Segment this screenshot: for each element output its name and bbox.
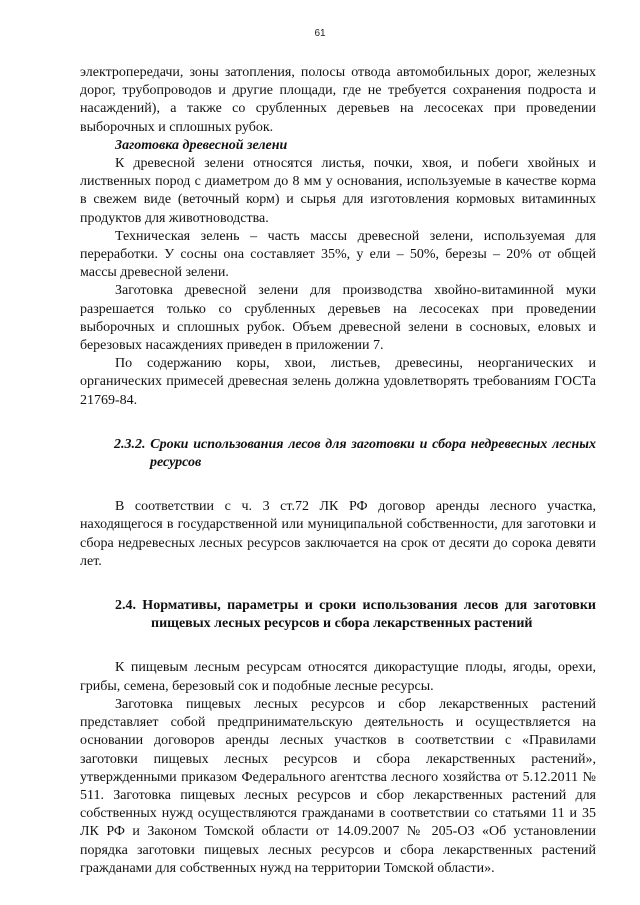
- spacer: [80, 472, 596, 498]
- paragraph: К пищевым лесным ресурсам относятся дикорастущие плоды, ягоды, орехи, грибы, семена, березовый сок и подобные лесные ресурсы.: [80, 660, 596, 694]
- page-number: 61: [314, 28, 326, 39]
- paragraph: Заготовка древесной зелени для производства хвойно-витаминной муки разрешается только со срубленных деревьев на лесосеках при проведении выборочных и сплошных рубок. Объем древесной зелени в сосновых, еловых и березовых насаждениях приведен в приложении 7.: [80, 283, 596, 354]
- section-heading-2-4: 2.4. Нормативы, параметры и сроки использования лесов для заготовки пищевых лесных ресурсов и сбора лекарственных растений: [115, 598, 596, 632]
- paragraph: По содержанию коры, хвои, листьев, древесины, неорганических и органических примесей древесная зелень должна удовлетворять требованиям ГОСТа 21769-84.: [80, 356, 596, 408]
- spacer: [80, 571, 596, 597]
- spacer: [80, 410, 596, 436]
- spacer: [80, 633, 596, 659]
- section-heading-2-3-2: 2.3.2. Сроки использования лесов для заготовки и сбора недревесных лесных ресурсов: [114, 436, 596, 471]
- subsection-title-green: Заготовка древесной зелени: [115, 137, 288, 153]
- paragraph: К древесной зелени относятся листья, почки, хвоя, и побеги хвойных и лиственных пород с диаметром до 8 мм у основания, используемые в качестве корма в свежем виде (веточный корм) и сырья для изготовления кормовых витаминных продуктов для животноводства.: [80, 156, 596, 226]
- page-content: [80, 64, 596, 878]
- paragraph: Заготовка пищевых лесных ресурсов и сбор лекарственных растений представляет собой предпринимательскую деятельность и осуществляется на основании договоров аренды лесных участков в соответствии с «Правилами заготовки пищевых лесных ресурсов и сбора лекарственных растений», утвержденными приказом Федерального агентства лесного хозяйства от 5.12.2011 № 511. Заготовка пищевых лесных ресурсов и сбор лекарственных растений для собственных нужд осуществляются гражданами в соответствии со статьями 11 и 35 ЛК РФ и Законом Томской области от 14.09.2007 № 205-ОЗ «Об установлении порядка заготовки пищевых лесных ресурсов и сбора лекарственных растений гражданами для собственных нужд на территории Томской области».: [80, 696, 596, 876]
- paragraph: В соответствии с ч. 3 ст.72 ЛК РФ договор аренды лесного участка, находящегося в государственной или муниципальной собственности, для заготовки и сбора недревесных лесных ресурсов заключается на срок от десяти до сорока девяти лет.: [80, 499, 596, 569]
- paragraph-continuation: электропередачи, зоны затопления, полосы отвода автомобильных дорог, железных дорог, трубопроводов и другие площади, где не требуется сохранения подроста и насаждений), а также со срубленных деревьев на лесосеках при проведении выборочных и сплошных рубок.: [80, 65, 596, 135]
- paragraph: Техническая зелень – часть массы древесной зелени, используемая для переработки. У сосны она составляет 35%, у ели – 50%, березы – 20% от общей массы древесной зелени.: [80, 228, 596, 281]
